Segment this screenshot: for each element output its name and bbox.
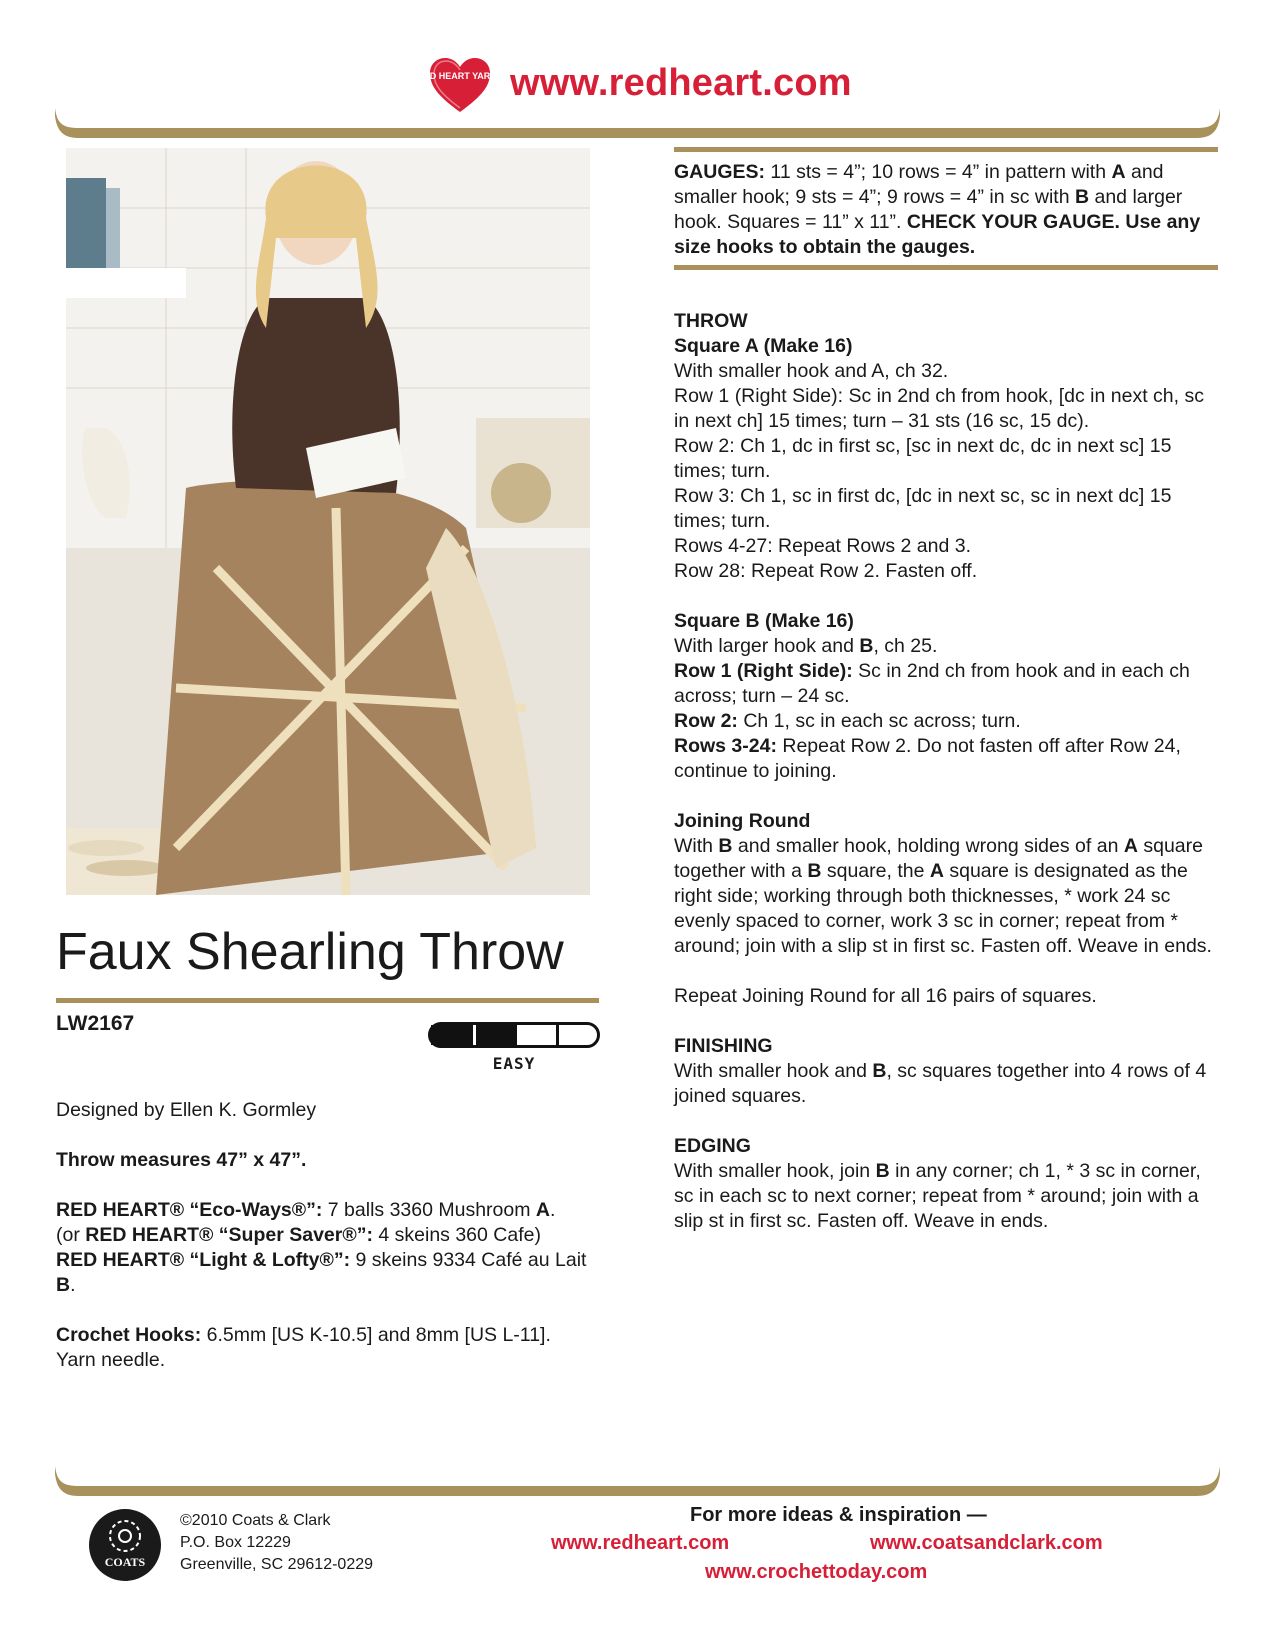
instruction-line: Row 3: Ch 1, sc in first dc, [dc in next sc, sc in next dc] 15 times; turn. (674, 485, 1172, 532)
instruction-line: Row 2: Ch 1, sc in each sc across; turn. (674, 710, 1021, 732)
red-heart-logo[interactable] (417, 56, 503, 114)
product-photo (66, 148, 590, 895)
joining-heading: Joining Round (674, 810, 811, 832)
square-a-section (674, 309, 1218, 584)
footer-swoosh (55, 1466, 1220, 1496)
instruction-line: Rows 3-24: Repeat Row 2. Do not fasten off after Row 24, continue to joining. (674, 735, 1181, 782)
designer-credit: Designed by Ellen K. Gormley (56, 1099, 317, 1121)
footer-link-redheart[interactable]: www.redheart.com (551, 1532, 730, 1554)
address-line: Greenville, SC 29612-0229 (180, 1556, 374, 1573)
finishing-section (674, 1034, 1218, 1109)
address-line: ©2010 Coats & Clark (180, 1512, 331, 1529)
edging-section (674, 1134, 1218, 1234)
joining-repeat: Repeat Joining Round for all 16 pairs of squares. (674, 985, 1097, 1007)
square-a-heading: Square A (Make 16) (674, 335, 853, 357)
instruction-line: With B and smaller hook, holding wrong sides of an A square together with a B square, the A square is designated as the right side; working through both thicknesses, * work 24 sc evenly spaced to corner, work 3 sc in corner; repeat from * around; join with a slip st in first sc. Fasten off. Weave in ends. (674, 835, 1212, 957)
instruction-line: Rows 4-27: Repeat Rows 2 and 3. (674, 535, 971, 557)
instructions-section (674, 309, 1218, 1259)
address-line: P.O. Box 12229 (180, 1534, 291, 1551)
materials-section (56, 1098, 604, 1398)
gauge-divider-top (674, 147, 1218, 152)
square-b-heading: Square B (Make 16) (674, 610, 854, 632)
footer-link-crochettoday[interactable]: www.crochettoday.com (705, 1561, 928, 1583)
edging-heading: EDGING (674, 1135, 751, 1157)
pattern-code: LW2167 (56, 1012, 135, 1035)
throw-measurements: Throw measures 47” x 47”. (56, 1149, 307, 1171)
skill-level-label: EASY (492, 1054, 536, 1073)
skill-level-bars (428, 1022, 600, 1048)
instruction-line: With larger hook and B, ch 25. (674, 635, 938, 657)
header-url[interactable]: www.redheart.com (510, 62, 852, 104)
title-divider (56, 998, 599, 1003)
coats-logo-text: COATS (104, 1555, 146, 1569)
square-b-section (674, 609, 1218, 784)
gauges-section: GAUGES: 11 sts = 4”; 10 rows = 4” in pattern with A and smaller hook; 9 sts = 4”; 9 rows = 4” in sc with B and larger hook. Squares = 11” x 11”. CHECK YOUR GAUGE. Use any size hooks to obtain the gauges. (674, 161, 1201, 258)
footer-link-coatsandclark[interactable]: www.coatsandclark.com (870, 1532, 1103, 1554)
throw-heading: THROW (674, 310, 748, 332)
coats-logo[interactable] (88, 1508, 162, 1582)
yarn-list (56, 1198, 604, 1298)
instruction-line: With smaller hook and A, ch 32. (674, 360, 949, 382)
instruction-line: Row 2: Ch 1, dc in first sc, [sc in next dc, dc in next sc] 15 times; turn. (674, 435, 1172, 482)
skill-segment-filled (473, 1025, 518, 1045)
logo-text: RED HEART YARNS (417, 71, 503, 81)
footer-heading: For more ideas & inspiration — (690, 1504, 987, 1526)
page-title: Faux Shearling Throw (56, 923, 564, 981)
header-swoosh (55, 108, 1220, 138)
instruction-line: Row 1 (Right Side): Sc in 2nd ch from hook and in each ch across; turn – 24 sc. (674, 660, 1190, 707)
instruction-line: Row 1 (Right Side): Sc in 2nd ch from hook, [dc in next ch, sc in next ch] 15 times; turn – 31 sts (16 sc, 15 dc). (674, 385, 1204, 432)
yarn-item: RED HEART® “Eco-Ways®”: 7 balls 3360 Mushroom A. (56, 1199, 556, 1221)
instruction-line: Row 28: Repeat Row 2. Fasten off. (674, 560, 978, 582)
instruction-line: With smaller hook, join B in any corner; ch 1, * 3 sc in corner, sc in each sc to next corner; repeat from * around; join with a slip st in first sc. Fasten off. Weave in ends. (674, 1160, 1201, 1232)
joining-section (674, 809, 1218, 959)
skill-segment-empty (517, 1025, 559, 1045)
instruction-line: With smaller hook and B, sc squares together into 4 rows of 4 joined squares. (674, 1060, 1207, 1107)
page-header (0, 0, 1275, 140)
skill-level-indicator (428, 1022, 600, 1078)
skill-segment-filled (431, 1025, 473, 1045)
company-address (180, 1510, 373, 1576)
yarn-item: (or RED HEART® “Super Saver®”: 4 skeins 360 Cafe) (56, 1224, 541, 1246)
skill-segment-empty (559, 1025, 598, 1045)
yarn-item: RED HEART® “Light & Lofty®”: 9 skeins 9334 Café au Lait B. (56, 1249, 587, 1296)
finishing-heading: FINISHING (674, 1035, 773, 1057)
hooks-info: Crochet Hooks: 6.5mm [US K-10.5] and 8mm [US L-11]. Yarn needle. (56, 1324, 551, 1371)
gauge-divider-bottom (674, 265, 1218, 270)
